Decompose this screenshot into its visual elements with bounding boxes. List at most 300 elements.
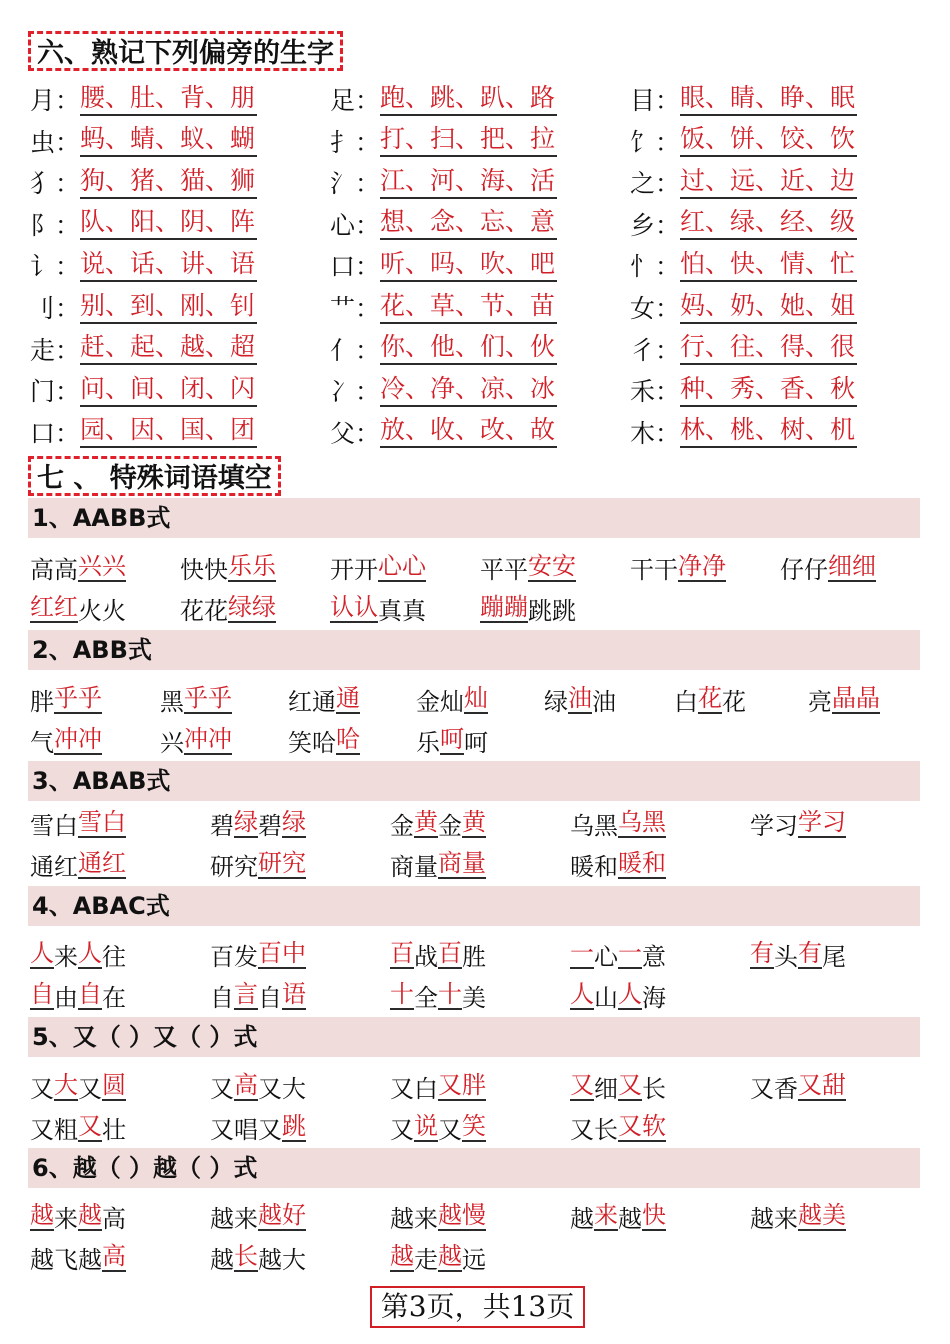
given-text: 金 xyxy=(390,811,414,840)
given-text: 金 xyxy=(438,811,462,840)
given-text: 金灿 xyxy=(416,687,464,716)
answer-text: 人 xyxy=(30,939,54,967)
given-text: 越来 xyxy=(750,1204,798,1233)
radical-characters: 饭、饼、饺、饮 xyxy=(680,124,857,157)
word-item xyxy=(210,804,306,842)
word-item xyxy=(330,548,426,586)
given-text: 通红 xyxy=(30,852,78,881)
given-text: 细 xyxy=(594,1074,618,1103)
word-item xyxy=(180,548,276,586)
answer-text: 又 xyxy=(570,1071,594,1099)
word-item xyxy=(30,976,126,1014)
given-text: 自 xyxy=(258,983,282,1012)
radical-entry xyxy=(30,245,257,285)
given-text: 胜 xyxy=(462,942,486,971)
answer-text: 通红 xyxy=(78,849,126,877)
radical-characters: 你、他、们、伙 xyxy=(380,332,557,365)
given-text: 海 xyxy=(642,983,666,1012)
answer-text: 乌黑 xyxy=(618,808,666,836)
radical-entry xyxy=(630,204,857,244)
answer-text: 暖和 xyxy=(618,849,666,877)
given-text: 越 xyxy=(570,1204,594,1233)
radical-label: 刂： xyxy=(30,294,81,323)
radical-label: 足： xyxy=(330,86,381,115)
given-text: 尾 xyxy=(822,942,846,971)
radical-characters: 怕、快、情、忙 xyxy=(680,249,857,282)
radical-label: 讠： xyxy=(30,252,81,282)
word-item xyxy=(780,548,876,586)
given-text: 跳跳 xyxy=(528,596,576,625)
answer-text: 乎乎 xyxy=(184,684,232,712)
answer-text: 油 xyxy=(568,684,592,712)
page-number: 第3页，共13页 xyxy=(370,1286,585,1328)
given-text: 越来 xyxy=(390,1204,438,1233)
answer-text: 蹦蹦 xyxy=(480,593,528,621)
radical-label: 目： xyxy=(630,86,681,115)
radical-label: 月： xyxy=(30,86,81,115)
radical-entry xyxy=(30,329,257,369)
answer-text: 百 xyxy=(390,939,414,967)
answer-text: 快 xyxy=(642,1201,666,1229)
word-item xyxy=(288,721,360,759)
word-item xyxy=(390,1197,486,1235)
given-text: 平平 xyxy=(480,555,528,584)
group-heading: 5、又（ ）又（ ）式 xyxy=(28,1017,920,1057)
radical-label: 木： xyxy=(630,418,681,448)
given-text: 研究 xyxy=(210,852,258,881)
answer-text: 又甜 xyxy=(798,1071,846,1099)
answer-text: 冲冲 xyxy=(54,725,102,753)
radical-characters: 妈、奶、她、姐 xyxy=(680,291,857,324)
word-item xyxy=(160,680,232,718)
radical-characters: 狗、猪、猫、狮 xyxy=(80,166,257,199)
given-text: 干干 xyxy=(630,555,678,584)
radical-characters: 打、扫、把、拉 xyxy=(380,124,557,157)
radical-characters: 行、往、得、很 xyxy=(680,332,857,365)
word-item xyxy=(390,845,486,883)
radical-characters: 过、远、近、边 xyxy=(680,166,857,199)
radical-label: 阝： xyxy=(30,210,81,240)
radical-entry xyxy=(330,121,557,161)
word-row xyxy=(0,680,950,718)
given-text: 雪白 xyxy=(30,811,78,840)
given-text: 碧 xyxy=(210,811,234,840)
radical-label: 氵： xyxy=(330,169,381,199)
answer-text: 语 xyxy=(282,980,306,1008)
word-item xyxy=(750,804,846,842)
given-text: 高 xyxy=(102,1204,126,1233)
radical-label: 心： xyxy=(330,210,381,240)
radical-label: 扌： xyxy=(330,127,381,157)
radical-label: 口： xyxy=(330,252,381,282)
answer-text: 高 xyxy=(234,1071,258,1099)
word-row xyxy=(0,1238,950,1276)
radical-entry xyxy=(30,121,257,161)
radical-characters: 想、念、忘、意 xyxy=(380,207,557,240)
given-text: 又粗 xyxy=(30,1115,78,1144)
given-text: 又唱又 xyxy=(210,1115,282,1144)
given-text: 又长 xyxy=(570,1115,618,1144)
answer-text: 人 xyxy=(78,939,102,967)
answer-text: 十 xyxy=(438,980,462,1008)
given-text: 开开 xyxy=(330,555,378,584)
word-row xyxy=(0,589,950,627)
given-text: 走 xyxy=(414,1245,438,1274)
answer-text: 黄 xyxy=(462,808,486,836)
given-text: 远 xyxy=(462,1245,486,1274)
given-text: 自 xyxy=(210,983,234,1012)
given-text: 来 xyxy=(54,1204,78,1233)
given-text: 又 xyxy=(390,1115,414,1144)
answer-text: 红红 xyxy=(30,593,78,621)
answer-text: 大 xyxy=(54,1071,78,1099)
word-item xyxy=(808,680,880,718)
answer-text: 越 xyxy=(438,1242,462,1270)
answer-text: 越 xyxy=(390,1242,414,1270)
answer-text: 有 xyxy=(750,939,774,967)
answer-text: 绿 xyxy=(234,808,258,836)
radical-characters: 跑、跳、趴、路 xyxy=(380,83,557,116)
word-row xyxy=(0,1067,950,1105)
answer-text: 绿绿 xyxy=(228,593,276,621)
word-item xyxy=(30,1238,126,1276)
word-item xyxy=(750,935,846,973)
radical-characters: 腰、肚、背、朋 xyxy=(80,83,257,116)
given-text: 真真 xyxy=(378,596,426,625)
given-text: 意 xyxy=(642,942,666,971)
given-text: 又白 xyxy=(390,1074,438,1103)
radical-characters: 队、阳、阴、阵 xyxy=(80,207,257,240)
word-item xyxy=(570,935,666,973)
given-text: 又香 xyxy=(750,1074,798,1103)
radical-label: 饣： xyxy=(630,127,681,157)
answer-text: 越美 xyxy=(798,1201,846,1229)
answer-text: 又 xyxy=(78,1112,102,1140)
answer-text: 又软 xyxy=(618,1112,666,1140)
word-item xyxy=(750,1197,846,1235)
given-text: 胖 xyxy=(30,687,54,716)
radical-label: 亻： xyxy=(330,335,381,365)
given-text: 在 xyxy=(102,983,126,1012)
radical-characters: 别、到、刚、钊 xyxy=(80,291,257,324)
word-item xyxy=(570,1108,666,1146)
word-item xyxy=(160,721,232,759)
word-item xyxy=(210,845,306,883)
given-text: 又 xyxy=(438,1115,462,1144)
radical-label: 乡： xyxy=(630,210,681,240)
answer-text: 十 xyxy=(390,980,414,1008)
answer-text: 绿 xyxy=(282,808,306,836)
word-item xyxy=(210,976,306,1014)
given-text: 美 xyxy=(462,983,486,1012)
radical-label: 禾： xyxy=(630,377,681,407)
given-text: 壮 xyxy=(102,1115,126,1144)
radical-entry xyxy=(630,329,857,369)
answer-text: 一 xyxy=(570,939,594,967)
word-item xyxy=(30,680,102,718)
answer-text: 言 xyxy=(234,980,258,1008)
radical-entry xyxy=(330,162,557,202)
radical-label: 之： xyxy=(630,169,681,199)
given-text: 学习 xyxy=(750,811,798,840)
radical-label: 口： xyxy=(30,418,81,448)
radical-entry xyxy=(30,204,257,244)
word-item xyxy=(674,680,746,718)
given-text: 商量 xyxy=(390,852,438,881)
radical-entry xyxy=(30,370,257,410)
word-item xyxy=(390,976,486,1014)
radical-label: 彳： xyxy=(630,335,681,365)
radical-entry xyxy=(330,79,557,119)
word-row xyxy=(0,845,950,883)
given-text: 又 xyxy=(30,1074,54,1103)
given-text: 气 xyxy=(30,728,54,757)
answer-text: 灿 xyxy=(464,684,488,712)
answer-text: 乎乎 xyxy=(54,684,102,712)
answer-text: 细细 xyxy=(828,552,876,580)
word-item xyxy=(390,804,486,842)
word-item xyxy=(570,1067,666,1105)
word-item xyxy=(480,589,576,627)
answer-text: 人 xyxy=(570,980,594,1008)
radical-row xyxy=(0,245,950,285)
radical-label: 走： xyxy=(30,335,81,365)
answer-text: 晶晶 xyxy=(832,684,880,712)
given-text: 又 xyxy=(78,1074,102,1103)
given-text: 百发 xyxy=(210,942,258,971)
radical-entry xyxy=(30,162,257,202)
answer-text: 跳 xyxy=(282,1112,306,1140)
group-heading: 1、AABB式 xyxy=(28,498,920,538)
radical-entry xyxy=(630,162,857,202)
radical-label: 艹： xyxy=(330,294,381,323)
answer-text: 高 xyxy=(102,1242,126,1270)
answer-text: 百 xyxy=(438,939,462,967)
word-item xyxy=(630,548,726,586)
radical-row xyxy=(0,412,950,452)
radical-characters: 红、绿、经、级 xyxy=(680,207,857,240)
answer-text: 研究 xyxy=(258,849,306,877)
radical-entry xyxy=(630,370,857,410)
answer-text: 冲冲 xyxy=(184,725,232,753)
answer-text: 一 xyxy=(618,939,642,967)
answer-text: 乐乐 xyxy=(228,552,276,580)
answer-text: 自 xyxy=(30,980,54,1008)
answer-text: 又 xyxy=(618,1071,642,1099)
radical-characters: 园、因、国、团 xyxy=(80,415,257,448)
answer-text: 来 xyxy=(594,1201,618,1229)
word-item xyxy=(30,804,126,842)
radical-characters: 眼、睛、睁、眠 xyxy=(680,83,857,116)
answer-text: 心心 xyxy=(378,552,426,580)
word-item xyxy=(30,1197,126,1235)
given-text: 越飞越 xyxy=(30,1245,102,1274)
answer-text: 说 xyxy=(414,1112,438,1140)
word-item xyxy=(210,1238,306,1276)
given-text: 心 xyxy=(594,942,618,971)
word-row xyxy=(0,548,950,586)
radical-entry xyxy=(630,245,857,285)
given-text: 笑哈 xyxy=(288,728,336,757)
radical-entry xyxy=(330,287,557,327)
radical-characters: 听、吗、吹、吧 xyxy=(380,249,557,282)
given-text: 火火 xyxy=(78,596,126,625)
radical-characters: 放、收、改、故 xyxy=(380,415,557,448)
answer-text: 兴兴 xyxy=(78,552,126,580)
radical-characters: 蚂、蜻、蚁、蝴 xyxy=(80,124,257,157)
radical-entry xyxy=(330,370,557,410)
given-text: 山 xyxy=(594,983,618,1012)
given-text: 黑 xyxy=(160,687,184,716)
given-text: 越 xyxy=(618,1204,642,1233)
word-item xyxy=(570,845,666,883)
radical-row xyxy=(0,204,950,244)
given-text: 花 xyxy=(722,687,746,716)
given-text: 来 xyxy=(54,942,78,971)
answer-text: 有 xyxy=(798,939,822,967)
radical-row xyxy=(0,370,950,410)
word-item xyxy=(210,1197,306,1235)
answer-text: 净净 xyxy=(678,552,726,580)
given-text: 快快 xyxy=(180,555,228,584)
group-heading: 3、ABAB式 xyxy=(28,761,920,801)
word-item xyxy=(544,680,616,718)
given-text: 油 xyxy=(592,687,616,716)
radical-label: 犭： xyxy=(30,169,81,199)
radical-entry xyxy=(30,287,257,327)
group-heading: 4、ABAC式 xyxy=(28,886,920,926)
radical-characters: 花、草、节、苗 xyxy=(380,291,557,324)
radical-characters: 说、话、讲、语 xyxy=(80,249,257,282)
word-row xyxy=(0,804,950,842)
radical-characters: 赶、起、越、超 xyxy=(80,332,257,365)
given-text: 往 xyxy=(102,942,126,971)
given-text: 头 xyxy=(774,942,798,971)
given-text: 花花 xyxy=(180,596,228,625)
radical-entry xyxy=(30,412,257,452)
given-text: 越 xyxy=(210,1245,234,1274)
group-heading: 6、越（ ）越（ ）式 xyxy=(28,1148,920,1188)
radical-entry xyxy=(330,204,557,244)
word-item xyxy=(180,589,276,627)
given-text: 越来 xyxy=(210,1204,258,1233)
word-item xyxy=(570,976,666,1014)
radical-row xyxy=(0,79,950,119)
radical-label: 忄： xyxy=(630,252,681,282)
radical-label: 女： xyxy=(630,294,681,323)
word-row xyxy=(0,976,950,1014)
answer-text: 通 xyxy=(336,684,360,712)
answer-text: 人 xyxy=(618,980,642,1008)
radical-entry xyxy=(330,245,557,285)
given-text: 绿 xyxy=(544,687,568,716)
word-item xyxy=(390,1108,486,1146)
word-item xyxy=(30,1108,126,1146)
given-text: 战 xyxy=(414,942,438,971)
answer-text: 越 xyxy=(30,1201,54,1229)
word-item xyxy=(416,680,488,718)
word-row xyxy=(0,1108,950,1146)
word-item xyxy=(30,721,102,759)
radical-entry xyxy=(330,412,557,452)
word-item xyxy=(390,1067,486,1105)
answer-text: 雪白 xyxy=(78,808,126,836)
answer-text: 花 xyxy=(698,684,722,712)
word-item xyxy=(330,589,426,627)
word-item xyxy=(570,1197,666,1235)
section-6-title: 六、熟记下列偏旁的生字 xyxy=(28,31,343,71)
word-item xyxy=(480,548,576,586)
radical-label: 冫： xyxy=(330,377,381,407)
radical-characters: 林、桃、树、机 xyxy=(680,415,857,448)
word-item xyxy=(390,1238,486,1276)
given-text: 又大 xyxy=(258,1074,306,1103)
radical-row xyxy=(0,287,950,327)
given-text: 暖和 xyxy=(570,852,618,881)
radical-row xyxy=(0,329,950,369)
word-item xyxy=(416,721,488,759)
word-item xyxy=(210,1067,306,1105)
section-7-title: 七 、 特殊词语填空 xyxy=(28,456,281,496)
radical-label: 父： xyxy=(330,418,381,448)
given-text: 仔仔 xyxy=(780,555,828,584)
answer-text: 长 xyxy=(234,1242,258,1270)
given-text: 高高 xyxy=(30,555,78,584)
given-text: 全 xyxy=(414,983,438,1012)
given-text: 碧 xyxy=(258,811,282,840)
group-heading: 2、ABB式 xyxy=(28,630,920,670)
word-item xyxy=(30,548,126,586)
word-item xyxy=(30,589,126,627)
given-text: 乐 xyxy=(416,728,440,757)
answer-text: 越好 xyxy=(258,1201,306,1229)
radical-characters: 种、秀、香、秋 xyxy=(680,374,857,407)
answer-text: 百中 xyxy=(258,939,306,967)
word-item xyxy=(210,935,306,973)
word-item xyxy=(210,1108,306,1146)
given-text: 呵 xyxy=(464,728,488,757)
radical-characters: 问、间、闭、闪 xyxy=(80,374,257,407)
answer-text: 商量 xyxy=(438,849,486,877)
answer-text: 学习 xyxy=(798,808,846,836)
radical-characters: 江、河、海、活 xyxy=(380,166,557,199)
given-text: 又 xyxy=(210,1074,234,1103)
radical-entry xyxy=(630,287,857,327)
word-item xyxy=(750,1067,846,1105)
given-text: 红通 xyxy=(288,687,336,716)
given-text: 由 xyxy=(54,983,78,1012)
radical-label: 虫： xyxy=(30,127,81,157)
radical-entry xyxy=(30,79,257,119)
given-text: 长 xyxy=(642,1074,666,1103)
answer-text: 呵 xyxy=(440,725,464,753)
radical-entry xyxy=(330,329,557,369)
given-text: 白 xyxy=(674,687,698,716)
word-item xyxy=(390,935,486,973)
answer-text: 圆 xyxy=(102,1071,126,1099)
answer-text: 认认 xyxy=(330,593,378,621)
answer-text: 自 xyxy=(78,980,102,1008)
answer-text: 笑 xyxy=(462,1112,486,1140)
word-row xyxy=(0,1197,950,1235)
word-item xyxy=(288,680,360,718)
answer-text: 越 xyxy=(78,1201,102,1229)
radical-label: 门： xyxy=(30,377,81,407)
answer-text: 黄 xyxy=(414,808,438,836)
word-row xyxy=(0,721,950,759)
answer-text: 安安 xyxy=(528,552,576,580)
given-text: 乌黑 xyxy=(570,811,618,840)
